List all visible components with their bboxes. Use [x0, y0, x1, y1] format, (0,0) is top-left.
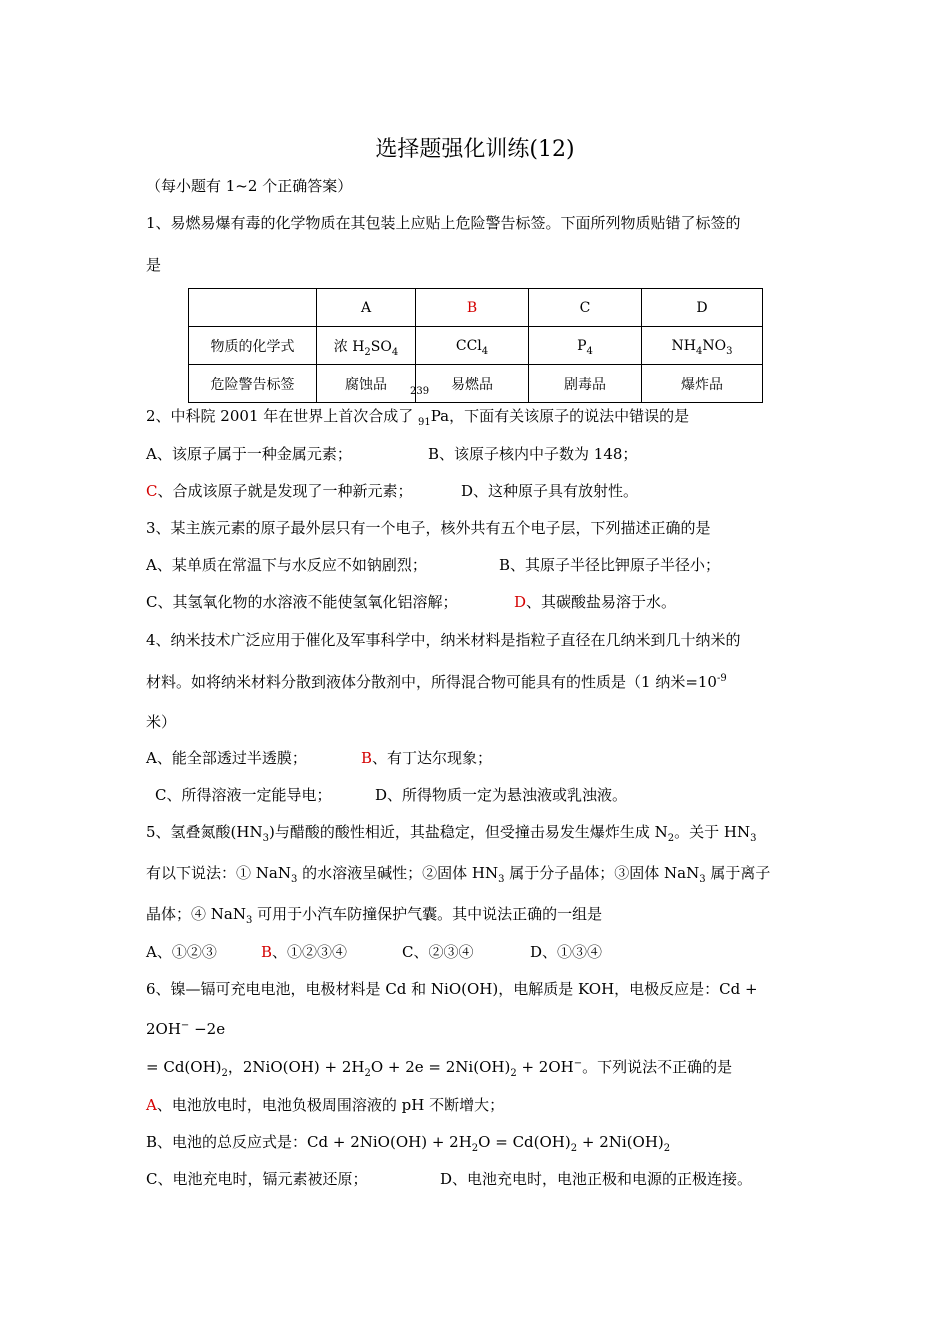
q4-option-c: C、所得溶液一定能导电；: [155, 786, 332, 804]
mass-number: 239: [410, 386, 430, 397]
q2-option-c: C、合成该原子就是发现了一种新元素；: [146, 482, 413, 500]
q6-stem-line2: 2OH− −2e: [146, 1020, 226, 1038]
formula-d: $NH_4NO_3$: [642, 327, 763, 365]
answer-letter: B: [361, 749, 373, 767]
q4-option-a: A、能全部透过半透膜；: [146, 749, 307, 767]
q2-stem: 2、中科院 2001 年在世界上首次合成了 $_{91}$Pa，下面有关该原子的说法中错误的是: [146, 407, 690, 428]
q6-stem-line3: = $Cd(OH)_2$，$2NiO(OH) + 2H_2O + 2e = 2Ni(OH)_2 + 2OH^-$。下列说法不正确的是: [146, 1058, 733, 1079]
q3-option-a: A、某单质在常温下与水反应不如钠剧烈；: [146, 556, 427, 574]
warning-c: 剧毒品: [529, 365, 642, 403]
q3-option-d: D、其碳酸盐易溶于水。: [514, 593, 677, 611]
page-title: 选择题强化训练(12): [375, 137, 575, 162]
q5-option-c: C、②③④: [402, 943, 474, 961]
answer-letter: D: [514, 593, 527, 611]
table-header-d: D: [642, 289, 763, 327]
warning-d: 爆炸品: [642, 365, 763, 403]
table-cell: [189, 289, 317, 327]
q4-stem-line1: 4、纳米技术广泛应用于催化及军事科学中，纳米材料是指粒子直径在几纳米到几十纳米的: [146, 631, 741, 649]
table-header-c: C: [529, 289, 642, 327]
q1-stem-line1: 1、易燃易爆有毒的化学物质在其包装上应贴上危险警告标签。下面所列物质贴错了标签的: [146, 214, 741, 232]
instruction-note: （每小题有 1~2 个正确答案）: [146, 177, 353, 195]
q6-option-c: C、电池充电时，镉元素被还原；: [146, 1170, 368, 1188]
answer-letter: C: [146, 482, 158, 500]
q6-option-d: D、电池充电时，电池正极和电源的正极连接。: [440, 1170, 753, 1188]
q4-option-d: D、所得物质一定为悬浊液或乳浊液。: [375, 786, 628, 804]
q1-stem-line2: 是: [146, 256, 162, 274]
answer-letter: A: [146, 1096, 157, 1114]
formula-c: $P_4$: [529, 327, 642, 365]
q4-stem-line2: 材料。如将纳米材料分散到液体分散剂中，所得混合物可能具有的性质是（1 纳米$=10^{-9}$: [146, 673, 727, 691]
formula-a: 浓 $H_2SO_4$: [317, 327, 416, 365]
q6-option-b: B、电池的总反应式是：$Cd + 2NiO(OH) + 2H_2O = Cd(OH)_2 + 2Ni(OH)_2$: [146, 1133, 671, 1154]
warning-b: 易燃品: [416, 365, 529, 403]
q5-stem-line1: 5、氢叠氮酸$(HN_3)$与醋酸的酸性相近，其盐稳定，但受撞击易发生爆炸生成 $N_2$。关于 $HN_3$: [146, 823, 757, 844]
q5-option-d: D、①③④: [530, 943, 603, 961]
q3-stem: 3、某主族元素的原子最外层只有一个电子，核外共有五个电子层，下列描述正确的是: [146, 519, 711, 537]
formula-b: CCl$_4$: [416, 327, 529, 365]
q2-option-d: D、这种原子具有放射性。: [461, 482, 639, 500]
q5-stem-line3: 晶体；④ NaN$_3$ 可用于小汽车防撞保护气囊。其中说法正确的一组是: [146, 905, 603, 926]
q4-stem-line3: 米）: [146, 713, 177, 731]
q5-option-b: B、①②③④: [261, 943, 348, 961]
q1-table: [188, 288, 763, 403]
q2-option-a: A、该原子属于一种金属元素；: [146, 445, 352, 463]
row-label-warning: 危险警告标签: [189, 365, 317, 403]
q6-stem-line1: 6、镍—镉可充电电池，电极材料是 Cd 和 NiO(OH)，电解质是 KOH，电极反应是：Cd +: [146, 980, 758, 998]
q3-option-c: C、其氢氧化物的水溶液不能使氢氧化铝溶解；: [146, 593, 458, 611]
q2-option-b: B、该原子核内中子数为 148；: [428, 445, 638, 463]
table-header-a: A: [317, 289, 416, 327]
table-header-b: B: [416, 289, 529, 327]
answer-letter: B: [261, 943, 273, 961]
q5-option-a: A、①②③: [146, 943, 217, 961]
row-label-formula: 物质的化学式: [189, 327, 317, 365]
table-row: [189, 327, 763, 365]
warning-a: 腐蚀品: [317, 365, 416, 403]
q4-option-b: B、有丁达尔现象；: [361, 749, 493, 767]
table-row: [189, 365, 763, 403]
q6-option-a: A、电池放电时，电池负极周围溶液的 pH 不断增大；: [146, 1096, 505, 1114]
q5-stem-line2: 有以下说法：① NaN$_3$ 的水溶液呈碱性；②固体 $HN_3$ 属于分子晶体；③固体 NaN$_3$ 属于离子: [146, 864, 771, 885]
table-row: [189, 289, 763, 327]
q3-option-b: B、其原子半径比钾原子半径小；: [499, 556, 721, 574]
